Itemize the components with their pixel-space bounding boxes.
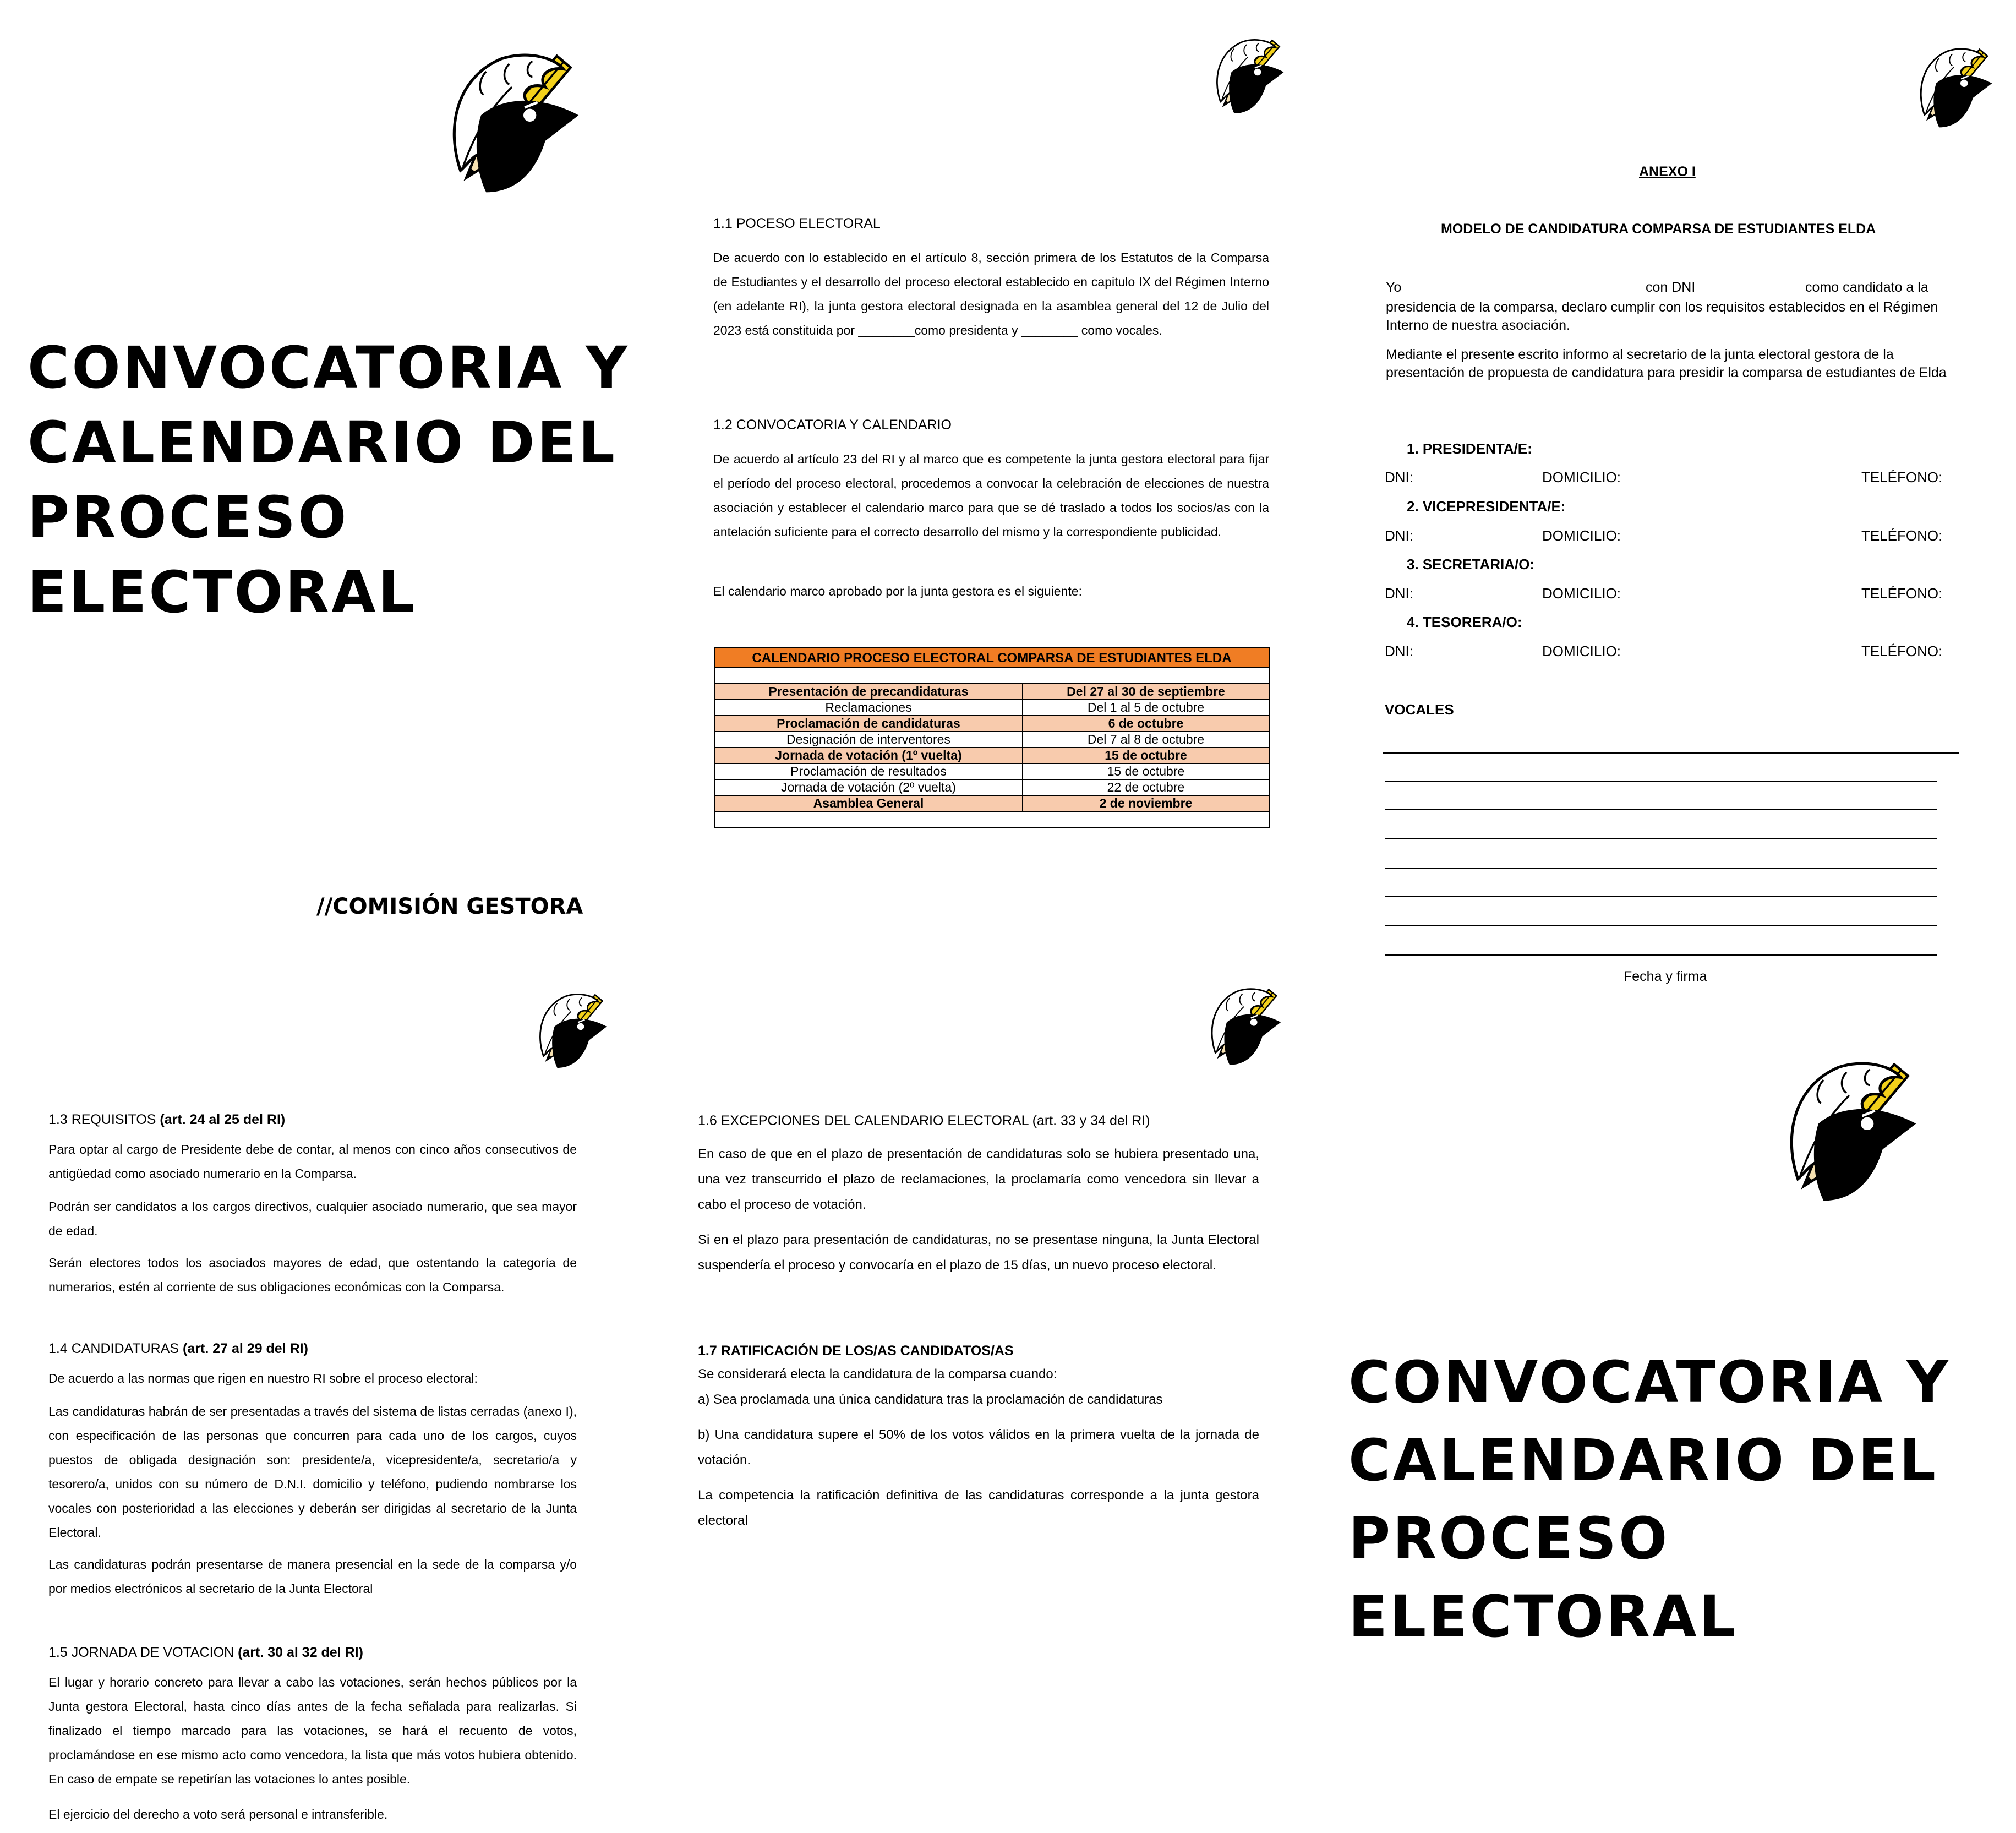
section-heading	[48, 1112, 285, 1128]
fecha-firma-label: Fecha y firma	[1624, 969, 1707, 984]
cover-title-line: PROCESO	[28, 484, 349, 551]
section-body: Si en el plazo para presentación de candidaturas, no se presentase ninguna, la Junta Electoral suspendería el proceso y convocaría en el plazo de 15 días, un nuevo proceso electoral.	[698, 1232, 1259, 1273]
page-calendar	[699, 0, 1282, 947]
table-row	[714, 748, 1269, 763]
section-body: El lugar y horario concreto para llevar a cabo las votaciones, serán hechos públicos por la Junta gestora Electoral, hasta cinco días antes de la fecha señalada para realizarlas. Si finalizado el tiempo marcado para las votaciones, se hará el recuento de votos, proclamándose en ese mismo acto como vencedora, la lista que más votos hubiera obtenido. En caso de empate se repetirían las votaciones lo antes posible.	[48, 1675, 577, 1786]
comparsa-logo-icon	[429, 48, 594, 203]
domicilio-label: DOMICILIO:	[1542, 585, 1621, 602]
calendar-date: 15 de octubre	[1023, 763, 1269, 779]
heading-ref: (art. 30 al 32 del RI)	[238, 1645, 363, 1660]
section-heading: 1.1 POCESO ELECTORAL	[713, 216, 881, 231]
section-body: De acuerdo al artículo 23 del RI y al marco que es competente la junta gestora electoral para fijar el período del proceso electoral, procedemos a convocar la celebración de elecciones de nuestra asociación y establecer el calendario marco para que se dé traslado a todos los socios/as con la antelación suficiente para el correcto desarrollo del mismo y la correspondiente publicidad.	[713, 452, 1269, 539]
domicilio-label: DOMICILIO:	[1542, 527, 1621, 544]
telefono-label: TELÉFONO:	[1861, 585, 1943, 602]
vocales-line	[1385, 925, 1937, 926]
position-treasurer: 4. TESORERA/O:	[1407, 614, 1522, 630]
cover-title-line: CALENDARIO DEL	[28, 409, 618, 476]
telefono-label: TELÉFONO:	[1861, 643, 1943, 659]
cover-title-line: CONVOCATORIA Y	[1348, 1349, 1951, 1416]
section-body: Podrán ser candidatos a los cargos directivos, cualquier asociado numerario, que sea mayor de edad.	[48, 1199, 577, 1238]
dni-label: DNI:	[1385, 643, 1413, 659]
page-rules-1	[0, 980, 616, 1833]
section-body: b) Una candidatura supere el 50% de los votos válidos en la primera vuelta de la jornada de votación.	[698, 1427, 1259, 1468]
cover-title-line: CALENDARIO DEL	[1348, 1427, 1938, 1494]
section-heading: 1.6 EXCEPCIONES DEL CALENDARIO ELECTORAL (art. 33 y 34 del RI)	[698, 1113, 1150, 1128]
section-body: Para optar al cargo de Presidente debe de contar, al menos con cinco años consecutivos de antigüedad como asociado numerario en la Comparsa.	[48, 1142, 577, 1181]
calendar-date: Del 7 al 8 de octubre	[1023, 732, 1269, 748]
cover-title	[28, 330, 630, 630]
page-cover-2	[1332, 1035, 2016, 1833]
heading-text: 1.3 REQUISITOS	[48, 1112, 156, 1127]
heading-ref: (art. 27 al 29 del RI)	[183, 1341, 308, 1356]
calendar-event: Proclamación de candidaturas	[714, 716, 1023, 732]
calendar-event: Asamblea General	[714, 795, 1023, 811]
table-row	[714, 779, 1269, 795]
section-body: De acuerdo a las normas que rigen en nuestro RI sobre el proceso electoral:	[48, 1371, 478, 1385]
dni-label: DNI:	[1385, 469, 1413, 485]
comparsa-logo-icon	[1767, 1057, 1932, 1211]
calendar-date: 2 de noviembre	[1023, 795, 1269, 811]
cover-title-line: ELECTORAL	[28, 559, 417, 626]
section-body: De acuerdo con lo establecido en el artículo 8, sección primera de los Estatutos de la Comparsa de Estudiantes y el desarrollo del proceso electoral establecido en capitulo IX del Régimen Interno (en adelante RI), la junta gestora electoral designada en la asamblea general del 12 de Julio del 2023 está constituida por ________como presidenta y ________ como vocales.	[713, 250, 1269, 337]
heading-ref: (art. 24 al 25 del RI)	[160, 1112, 286, 1127]
vocales-line	[1385, 838, 1937, 839]
page-cover-1	[0, 0, 677, 947]
calendar-event: Reclamaciones	[714, 700, 1023, 716]
calendar-event: Designación de interventores	[714, 732, 1023, 748]
cover-title	[1348, 1343, 1951, 1656]
section-body: a) Sea proclamada una única candidatura tras la proclamación de candidaturas	[698, 1392, 1163, 1407]
calendar-spacer	[714, 811, 1269, 827]
table-row	[714, 732, 1269, 748]
position-president: 1. PRESIDENTA/E:	[1407, 440, 1532, 457]
candidate-dni-label: con DNI	[1646, 280, 1696, 295]
section-body: Las candidaturas habrán de ser presentadas a través del sistema de listas cerradas (anexo I), con especificación de las personas que concurren para cada uno de los cargos, cuyos puestos de obligada designación son: presidente/a, vicepresidente/a, secretario/a y tesorero/a, unidos con su número de D.N.I. domicilio y teléfono, pudiendo nombrarse los vocales con posterioridad a las elecciones y deberán ser dirigidas al secretario de la Junta Electoral.	[48, 1404, 577, 1540]
calendar-event: Jornada de votación (2º vuelta)	[714, 779, 1023, 795]
section-heading	[48, 1341, 308, 1357]
section-heading	[48, 1645, 363, 1661]
page-rules-2	[682, 980, 1321, 1833]
section-body: Las candidaturas podrán presentarse de manera presencial en la sede de la comparsa y/o por medios electrónicos al secretario de la Junta Electoral	[48, 1557, 577, 1596]
page-annex	[1337, 0, 2016, 1002]
section-body: El calendario marco aprobado por la junta gestora es el siguiente:	[713, 584, 1082, 598]
annex-label: ANEXO I	[1639, 164, 1696, 179]
position-secretary: 3. SECRETARIA/O:	[1407, 556, 1535, 572]
vocales-label: VOCALES	[1385, 701, 1454, 718]
vocales-line	[1385, 781, 1937, 782]
comparsa-logo-icon	[1200, 985, 1288, 1071]
heading-text: 1.4 CANDIDATURAS	[48, 1341, 179, 1356]
vocales-line	[1383, 752, 1959, 754]
cover-title-line: CONVOCATORIA Y	[28, 334, 630, 401]
calendar-table	[714, 647, 1270, 828]
calendar-date: Del 27 al 30 de septiembre	[1023, 684, 1269, 700]
table-row	[714, 795, 1269, 811]
section-body: El ejercicio del derecho a voto será personal e intransferible.	[48, 1807, 388, 1821]
heading-text: 1.5 JORNADA DE VOTACION	[48, 1645, 234, 1660]
calendar-spacer	[714, 668, 1269, 684]
calendar-title: CALENDARIO PROCESO ELECTORAL COMPARSA DE ESTUDIANTES ELDA	[714, 648, 1269, 668]
vocales-line	[1385, 954, 1937, 956]
section-heading: 1.2 CONVOCATORIA Y CALENDARIO	[713, 417, 952, 433]
table-row	[714, 684, 1269, 700]
table-row	[714, 763, 1269, 779]
candidate-info: Mediante el presente escrito informo al secretario de la junta electoral gestora de la presentación de propuesta de candidatura para presidir la comparsa de estudiantes de Elda	[1386, 347, 1947, 380]
comparsa-logo-icon	[1910, 45, 1998, 133]
section-body: Se considerará electa la candidatura de la comparsa cuando:	[698, 1367, 1057, 1382]
table-row	[714, 700, 1269, 716]
telefono-label: TELÉFONO:	[1861, 469, 1943, 485]
section-body: Serán electores todos los asociados mayores de edad, que ostentando la categoría de numerarios, estén al corriente de sus obligaciones económicas con la Comparsa.	[48, 1256, 577, 1294]
dni-label: DNI:	[1385, 527, 1413, 544]
comparsa-logo-icon	[1205, 36, 1291, 119]
comision-signature: //COMISIÓN GESTORA	[316, 894, 583, 919]
candidate-declaration: presidencia de la comparsa, declaro cumplir con los requisitos establecidos en el Régimen Interno de nuestra asociación.	[1386, 299, 1938, 333]
candidate-text: como candidato a la	[1805, 280, 1928, 295]
cover-title-line: ELECTORAL	[1348, 1583, 1738, 1650]
calendar-date: Del 1 al 5 de octubre	[1023, 700, 1269, 716]
calendar-event: Presentación de precandidaturas	[714, 684, 1023, 700]
section-heading: 1.7 RATIFICACIÓN DE LOS/AS CANDIDATOS/AS	[698, 1343, 1014, 1359]
candidate-yo: Yo	[1386, 280, 1402, 295]
comparsa-logo-icon	[528, 991, 614, 1073]
calendar-date: 22 de octubre	[1023, 779, 1269, 795]
calendar-event: Jornada de votación (1º vuelta)	[714, 748, 1023, 763]
section-body: En caso de que en el plazo de presentación de candidaturas solo se hubiera presentado una, una vez transcurrido el plazo de reclamaciones, la proclamaría como vencedora sin llevar a cabo el proceso de votación.	[698, 1147, 1259, 1212]
vocales-line	[1385, 896, 1937, 897]
domicilio-label: DOMICILIO:	[1542, 643, 1621, 659]
calendar-date: 6 de octubre	[1023, 716, 1269, 732]
position-vicepresident: 2. VICEPRESIDENTA/E:	[1407, 498, 1566, 515]
telefono-label: TELÉFONO:	[1861, 527, 1943, 544]
cover-title-line: PROCESO	[1348, 1505, 1670, 1572]
vocales-line	[1385, 809, 1937, 810]
domicilio-label: DOMICILIO:	[1542, 469, 1621, 485]
calendar-event: Proclamación de resultados	[714, 763, 1023, 779]
annex-heading: MODELO DE CANDIDATURA COMPARSA DE ESTUDIANTES ELDA	[1441, 221, 1876, 237]
calendar-date: 15 de octubre	[1023, 748, 1269, 763]
vocales-line	[1385, 868, 1937, 869]
table-row	[714, 716, 1269, 732]
dni-label: DNI:	[1385, 585, 1413, 602]
section-body: La competencia la ratificación definitiva de las candidaturas corresponde a la junta gestora electoral	[698, 1488, 1259, 1528]
